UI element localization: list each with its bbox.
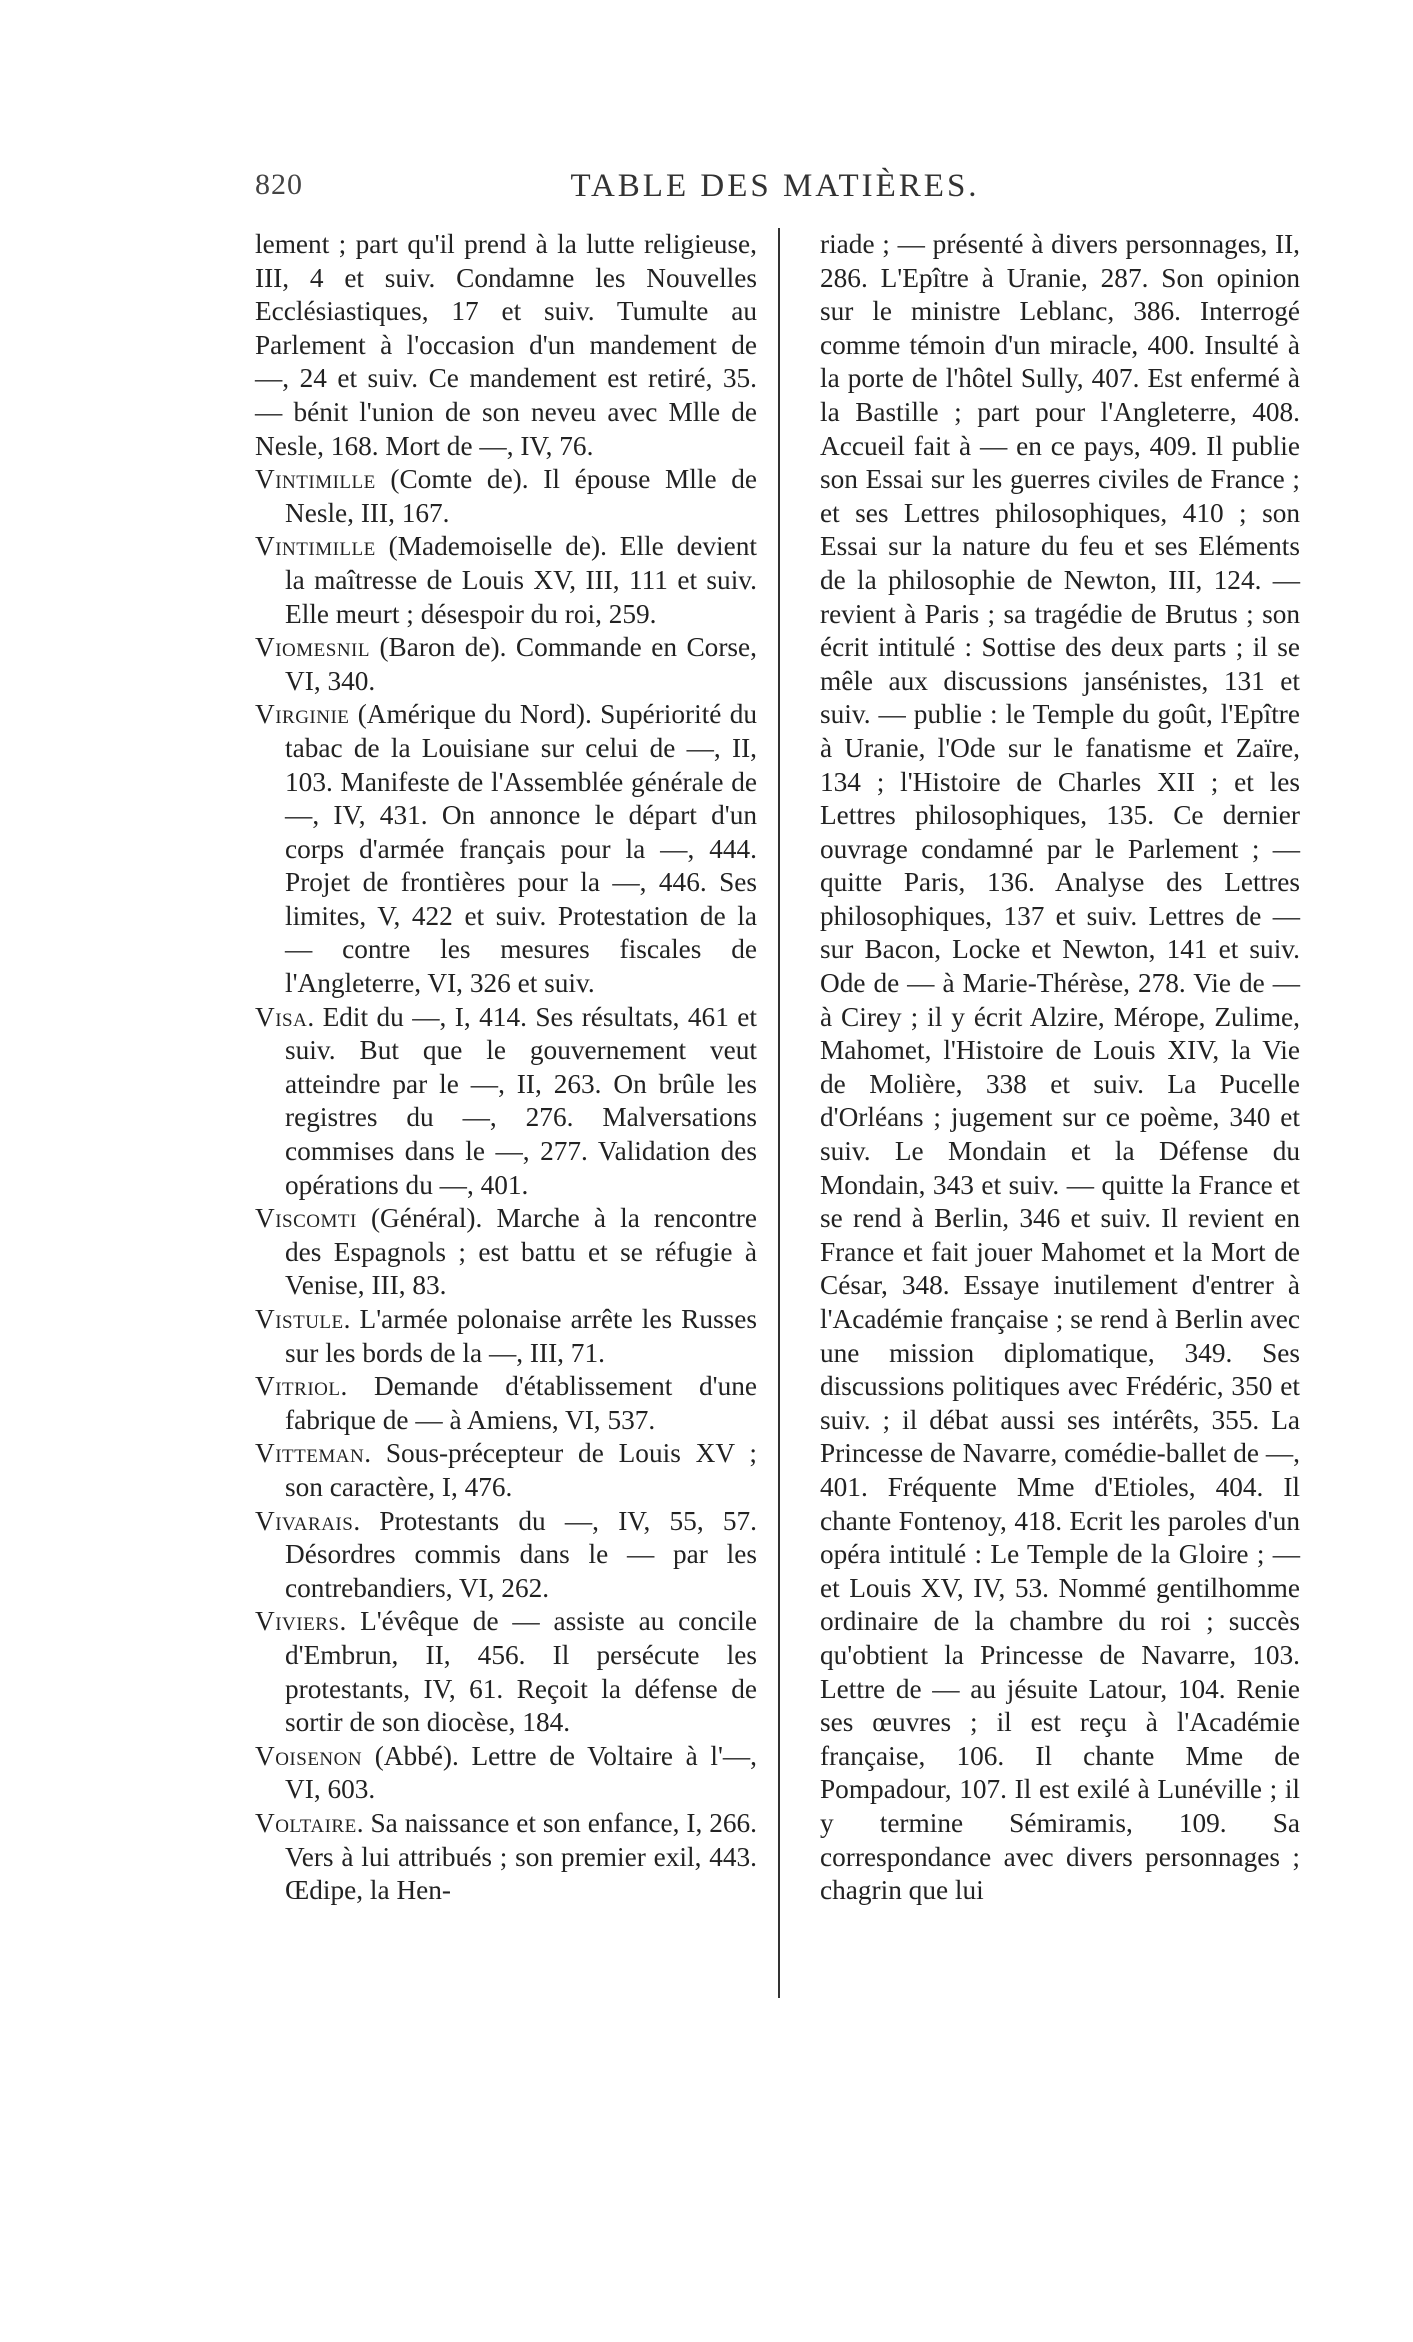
entry-text: (Baron de). Commande en Corse, VI, 340. <box>285 632 757 696</box>
entry-text: . Sous-précepteur de Louis XV ; son caractère, I, 476. <box>285 1438 757 1502</box>
entry-headword: Vitriol <box>255 1371 341 1402</box>
entry-text: (Comte de). Il épouse Mlle de Nesle, III, 167. <box>285 464 757 528</box>
index-entry-continued <box>820 228 1300 1908</box>
running-title: TABLE DES MATIÈRES. <box>570 168 980 204</box>
entry-headword: Viviers <box>255 1606 340 1637</box>
entry-text: . L'évêque de — assiste au concile d'Embrun, II, 456. Il persécute les protestants, IV, 61. Reçoit la défense de sortir de son diocèse, 184. <box>285 1606 757 1738</box>
entry-text: . L'armée polonaise arrête les Russes sur les bords de la —, III, 71. <box>285 1304 757 1368</box>
index-entry <box>255 1740 757 1807</box>
entry-text: riade ; — présenté à divers personnages, II, 286. L'Epître à Uranie, 287. Son opinion sur le ministre Leblanc, 386. Interrogé comme témoin d'un miracle, 400. Insulté à la porte de l'hôtel Sully, 407. Est enfermé à la Bastille ; part pour l'Angleterre, 408. Accueil fait à — en ce pays, 409. Il publie son Essai sur les guerres civiles de France ; et ses Lettres philosophiques, 410 ; son Essai sur la nature du feu et ses Eléments de la philosophie de Newton, III, 124. — revient à Paris ; sa tragédie de Brutus ; son écrit intitulé : Sottise des deux parts ; il se mêle aux discussions jansénistes, 131 et suiv. — publie : le Temple du goût, l'Epître à Uranie, l'Ode sur le fanatisme et Zaïre, 134 ; l'Histoire de Charles XII ; et les Lettres philosophiques, 135. Ce dernier ouvrage condamné par le Parlement ; — quitte Paris, 136. Analyse des Lettres philosophiques, 137 et suiv. Lettres de — sur Bacon, Locke et Newton, 141 et suiv. Ode de — à Marie-Thérèse, 278. Vie de — à Cirey ; il y écrit Alzire, Mérope, Zulime, Mahomet, l'Histoire de Louis XIV, la Vie de Molière, 338 et suiv. La Pucelle d'Orléans ; jugement sur ce poème, 340 et suiv. Le Mondain et la Défense du Mondain, 343 et suiv. — quitte la France et se rend à Berlin, 346 et suiv. Il revient en France et fait jouer Mahomet et la Mort de César, 348. Essaye inutilement d'entrer à l'Académie française ; se rend à Berlin avec une mission diplomatique, 349. Ses discussions politiques avec Frédéric, 350 et suiv. ; il débat aussi ses intérêts, 355. La Princesse de Navarre, comédie-ballet de —, 401. Fréquente Mme d'Etioles, 404. Il chante Fontenoy, 418. Ecrit les paroles d'un opéra intitulé : Le Temple de la Gloire ; — et Louis XV, IV, 53. Nommé gentilhomme ordinaire de la chambre du roi ; succès qu'obtient la Princesse de Navarre, 103. Lettre de — au jésuite Latour, 104. Renie ses œuvres ; il est reçu à l'Académie française, 106. Il chante Mme de Pompadour, 107. Il est exilé à Lunéville ; il y termine Sémiramis, 109. Sa correspondance avec divers personnages ; chagrin que lui <box>820 229 1300 1906</box>
entry-text: . Protestants du —, IV, 55, 57. Désordres commis dans le — par les contrebandiers, VI, 262. <box>285 1505 757 1603</box>
entry-text: . Demande d'établissement d'une fabrique de — à Amiens, VI, 537. <box>285 1371 757 1435</box>
column-divider <box>778 228 780 1998</box>
left-column <box>255 228 757 2028</box>
entry-text: (Général). Marche à la rencontre des Espagnols ; est battu et se réfugie à Venise, III, 83. <box>285 1203 757 1301</box>
entry-headword: Vitteman <box>255 1438 365 1469</box>
entry-text: (Abbé). Lettre de Voltaire à l'—, VI, 603. <box>285 1740 757 1805</box>
right-column <box>820 228 1300 2028</box>
entry-headword: Virginie <box>255 699 350 730</box>
page-number: 820 <box>255 168 303 201</box>
index-entry <box>255 1202 757 1303</box>
index-entry <box>255 1370 757 1437</box>
index-entry <box>255 698 757 1000</box>
entry-text: (Amérique du Nord). Supériorité du tabac de la Louisiane sur celui de —, II, 103. Manifeste de l'Assemblée générale de —, IV, 431. On annonce le départ d'un corps d'armée français pour la —, 444. Projet de frontières pour la —, 446. Ses limites, V, 422 et suiv. Protestation de la — contre les mesures fiscales de l'Angleterre, VI, 326 et suiv. <box>285 699 757 999</box>
index-entry <box>255 1505 757 1606</box>
entry-text: lement ; part qu'il prend à la lutte religieuse, III, 4 et suiv. Condamne les Nouvelles Ecclésiastiques, 17 et suiv. Tumulte au Parlement à l'occasion d'un mandement de —, 24 et suiv. Ce mandement est retiré, 35. — bénit l'union de son neveu avec Mlle de Nesle, 168. Mort de —, IV, 76. <box>255 229 757 461</box>
entry-headword: Visa <box>255 1001 308 1032</box>
page-header <box>255 168 1295 208</box>
entry-headword: Vintimille <box>255 464 376 495</box>
entry-text: . Sa naissance et son enfance, I, 266. Vers à lui attribués ; son premier exil, 443. Œdipe, la Hen- <box>285 1807 757 1906</box>
index-entry <box>255 1437 757 1504</box>
index-entry-continued <box>255 228 757 463</box>
index-entry <box>255 463 757 530</box>
entry-headword: Vivarais <box>255 1505 354 1536</box>
entry-headword: Voisenon <box>255 1740 363 1771</box>
index-entry <box>255 1807 757 1908</box>
entry-headword: Vintimille <box>255 531 376 562</box>
index-entry <box>255 631 757 698</box>
entry-headword: Viscomti <box>255 1203 357 1234</box>
entry-headword: Viomesnil <box>255 632 370 663</box>
index-entry <box>255 1605 757 1739</box>
index-entry <box>255 530 757 631</box>
index-entry <box>255 1303 757 1370</box>
entry-text: (Mademoiselle de). Elle devient la maîtresse de Louis XV, III, 111 et suiv. Elle meurt ; désespoir du roi, 259. <box>285 531 757 629</box>
entry-text: . Edit du —, I, 414. Ses résultats, 461 et suiv. But que le gouvernement veut atteindre par le —, II, 263. On brûle les registres du —, 276. Malversations commises dans le —, 277. Validation des opérations du —, 401. <box>285 1001 757 1200</box>
index-entry <box>255 1001 757 1203</box>
entry-headword: Voltaire <box>255 1807 357 1838</box>
entry-headword: Vistule <box>255 1304 344 1334</box>
